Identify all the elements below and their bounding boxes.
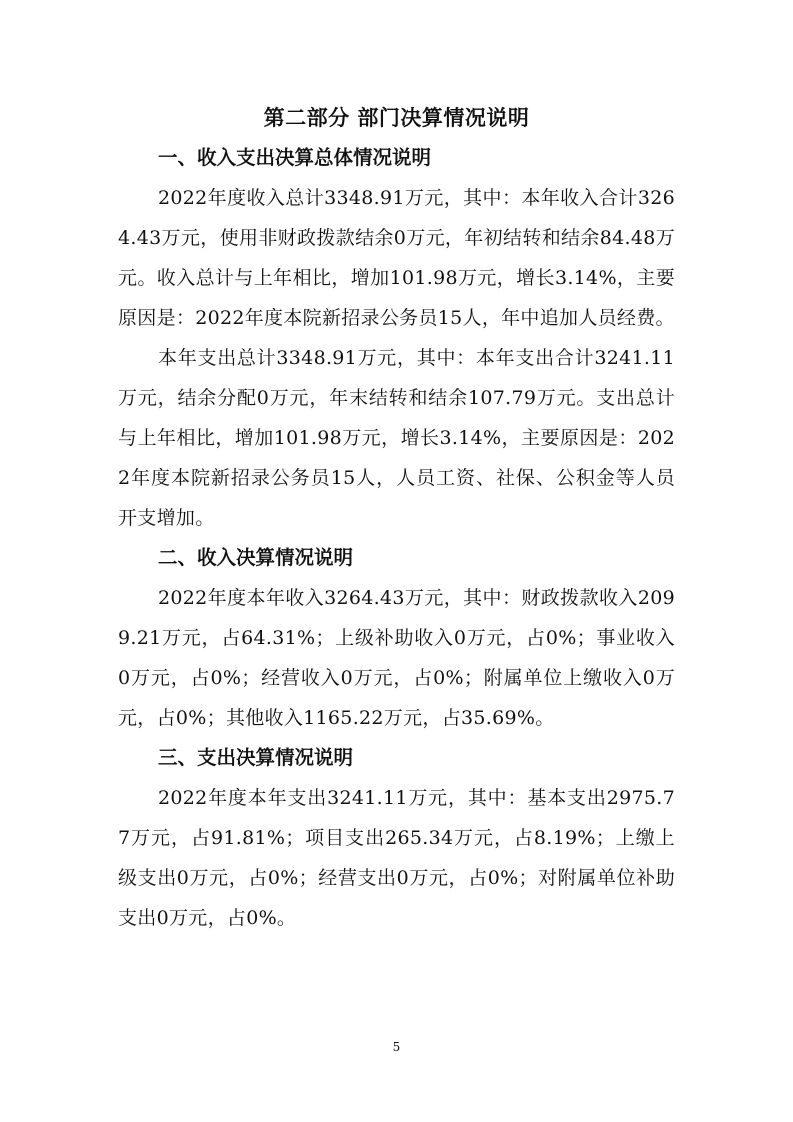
paragraph-expense-detail: 2022年度本年支出3241.11万元，其中：基本支出2975.77万元，占91.81%；项目支出265.34万元，占8.19%；上缴上级支出0万元，占0%；经营支出0万元，占0%；对附属单位补助支出0万元，占0%。 [118, 787, 675, 929]
section-income [118, 538, 675, 738]
section-heading-expense: 三、支出决算情况说明 [158, 746, 354, 769]
document-page [118, 98, 675, 938]
paragraph-expense-total: 本年支出总计3348.91万元，其中：本年支出合计3241.11万元，结余分配0万元，年末结转和结余107.79万元。支出总计与上年相比，增加101.98万元，增长3.14%，主要原因是：2022年度本院新招录公务员15人，人员工资、社保、公积金等人员开支增加。 [118, 347, 675, 529]
section-expense [118, 738, 675, 938]
section-heading-income: 二、收入决算情况说明 [158, 546, 354, 569]
paragraph-income-total: 2022年度收入总计3348.91万元，其中：本年收入合计3264.43万元，使用非财政拨款结余0万元，年初结转和结余84.48万元。收入总计与上年相比，增加101.98万元，增长3.14%，主要原因是：2022年度本院新招录公务员15人，年中追加人员经费。 [118, 187, 675, 329]
section-heading-overall: 一、收入支出决算总体情况说明 [158, 146, 432, 169]
section-overall [118, 138, 675, 538]
document-title: 第二部分 部门决算情况说明 [263, 106, 530, 130]
paragraph-income-detail: 2022年度本年收入3264.43万元，其中：财政拨款收入2099.21万元，占64.31%；上级补助收入0万元，占0%；事业收入0万元，占0%；经营收入0万元，占0%；附属单位上缴收入0万元，占0%；其他收入1165.22万元，占35.69%。 [118, 587, 675, 729]
page-number: 5 [392, 1040, 401, 1054]
